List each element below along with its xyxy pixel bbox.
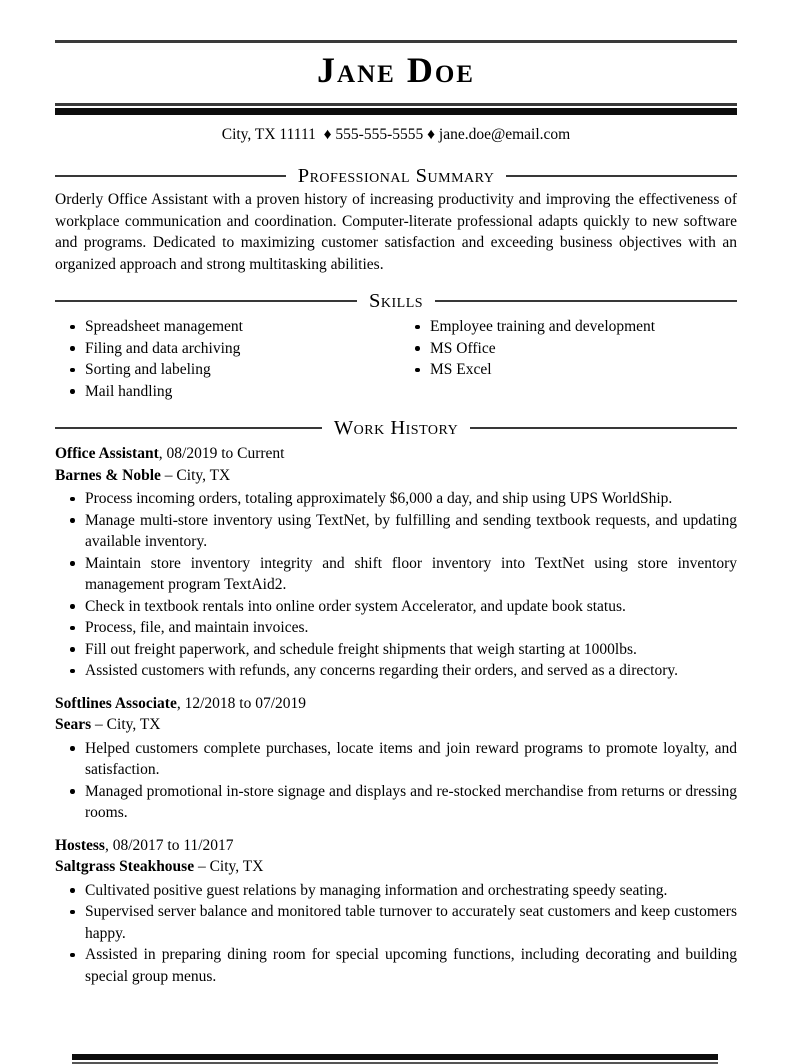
skills-column-right xyxy=(400,316,737,402)
section-header-summary xyxy=(55,164,737,188)
job-entry xyxy=(55,835,737,988)
job-title-line xyxy=(55,693,737,715)
section-header-work-history xyxy=(55,416,737,440)
list-item: Manage multi-store inventory using TextNet, by fulfilling and sending textbook requests, and updating available inventory. xyxy=(55,510,737,553)
list-item: Process, file, and maintain invoices. xyxy=(55,617,737,639)
list-item: Check in textbook rentals into online order system Accelerator, and update book status. xyxy=(55,596,737,618)
list-item: Maintain store inventory integrity and shift floor inventory into TextNet using store inventory management program TextAid2. xyxy=(55,553,737,596)
job-dates: , 12/2018 to 07/2019 xyxy=(176,694,307,712)
job-company-line xyxy=(55,714,737,736)
job-location: – City, TX xyxy=(91,716,161,733)
job-dates: , 08/2019 to Current xyxy=(158,445,285,462)
list-item: Employee training and development xyxy=(400,316,737,338)
header-line-right xyxy=(470,427,737,429)
job-bullet-list xyxy=(55,738,737,824)
job-company-line xyxy=(55,465,737,487)
resume-page xyxy=(0,40,792,987)
contact-line: City, TX 11111 ♦ 555-555-5555 ♦ jane.doe@email.com xyxy=(221,126,571,143)
top-rule xyxy=(55,40,737,43)
page-title: Jane Doe xyxy=(317,50,475,90)
list-item: Helped customers complete purchases, locate items and join reward programs to promote loyalty, and satisfaction. xyxy=(55,738,737,781)
job-entry xyxy=(55,443,737,682)
list-item: Fill out freight paperwork, and schedule freight shipments that weigh starting at 1000lbs. xyxy=(55,639,737,661)
job-company-line xyxy=(55,856,737,878)
section-title-summary: Professional Summary xyxy=(297,165,495,187)
section-title-work-history: Work History xyxy=(333,417,459,439)
header-line-right xyxy=(506,175,737,177)
job-entry xyxy=(55,693,737,824)
header-line-left xyxy=(55,175,286,177)
list-item: Process incoming orders, totaling approximately $6,000 a day, and ship using UPS WorldShip. xyxy=(55,488,737,510)
list-item: Cultivated positive guest relations by managing information and orchestrating speedy seating. xyxy=(55,880,737,902)
job-location: – City, TX xyxy=(160,466,231,484)
skills-list xyxy=(55,316,737,402)
job-bullet-list xyxy=(55,880,737,988)
job-company: Sears xyxy=(55,716,92,733)
list-item: Assisted in preparing dining room for special upcoming functions, including decorating and building special group menus. xyxy=(55,944,737,987)
job-title: Office Assistant xyxy=(55,445,159,462)
section-title-skills: Skills xyxy=(368,290,424,312)
job-title: Softlines Associate xyxy=(55,694,177,712)
list-item: Assisted customers with refunds, any concerns regarding their orders, and served as a directory. xyxy=(55,660,737,682)
summary-paragraph: Orderly Office Assistant with a proven history of increasing productivity and improving the effectiveness of workplace communication and coordination. Computer-literate professional adapts quickly to new software and programs. Dedicated to maximizing customer satisfaction and exceeding business objectives with an organized approach and strong multitasking abilities. xyxy=(55,191,737,273)
job-title: Hostess xyxy=(55,836,105,854)
list-item: Supervised server balance and monitored table turnover to accurately seat customers and keep customers happy. xyxy=(55,901,737,944)
header-line-left xyxy=(55,427,322,429)
job-bullet-list xyxy=(55,488,737,682)
double-rule-thick xyxy=(55,108,737,115)
list-item: Managed promotional in-store signage and displays and re-stocked merchandise from returns or dressing rooms. xyxy=(55,781,737,824)
list-item: Filing and data archiving xyxy=(55,338,400,360)
job-location: – City, TX xyxy=(194,858,264,875)
job-company: Saltgrass Steakhouse xyxy=(55,858,195,875)
job-title-line xyxy=(55,835,737,857)
header-line-left xyxy=(55,300,357,302)
job-dates: , 08/2017 to 11/2017 xyxy=(104,836,234,854)
bottom-rule-thick xyxy=(72,1054,718,1060)
header-line-right xyxy=(435,300,737,302)
section-header-skills xyxy=(55,289,737,313)
list-item: Spreadsheet management xyxy=(55,316,400,338)
header-double-rule xyxy=(55,103,737,115)
list-item: MS Excel xyxy=(400,359,737,381)
list-item: MS Office xyxy=(400,338,737,360)
job-company: Barnes & Noble xyxy=(55,466,161,484)
job-title-line xyxy=(55,443,737,465)
list-item: Mail handling xyxy=(55,381,400,403)
list-item: Sorting and labeling xyxy=(55,359,400,381)
skills-column-left xyxy=(55,316,400,402)
